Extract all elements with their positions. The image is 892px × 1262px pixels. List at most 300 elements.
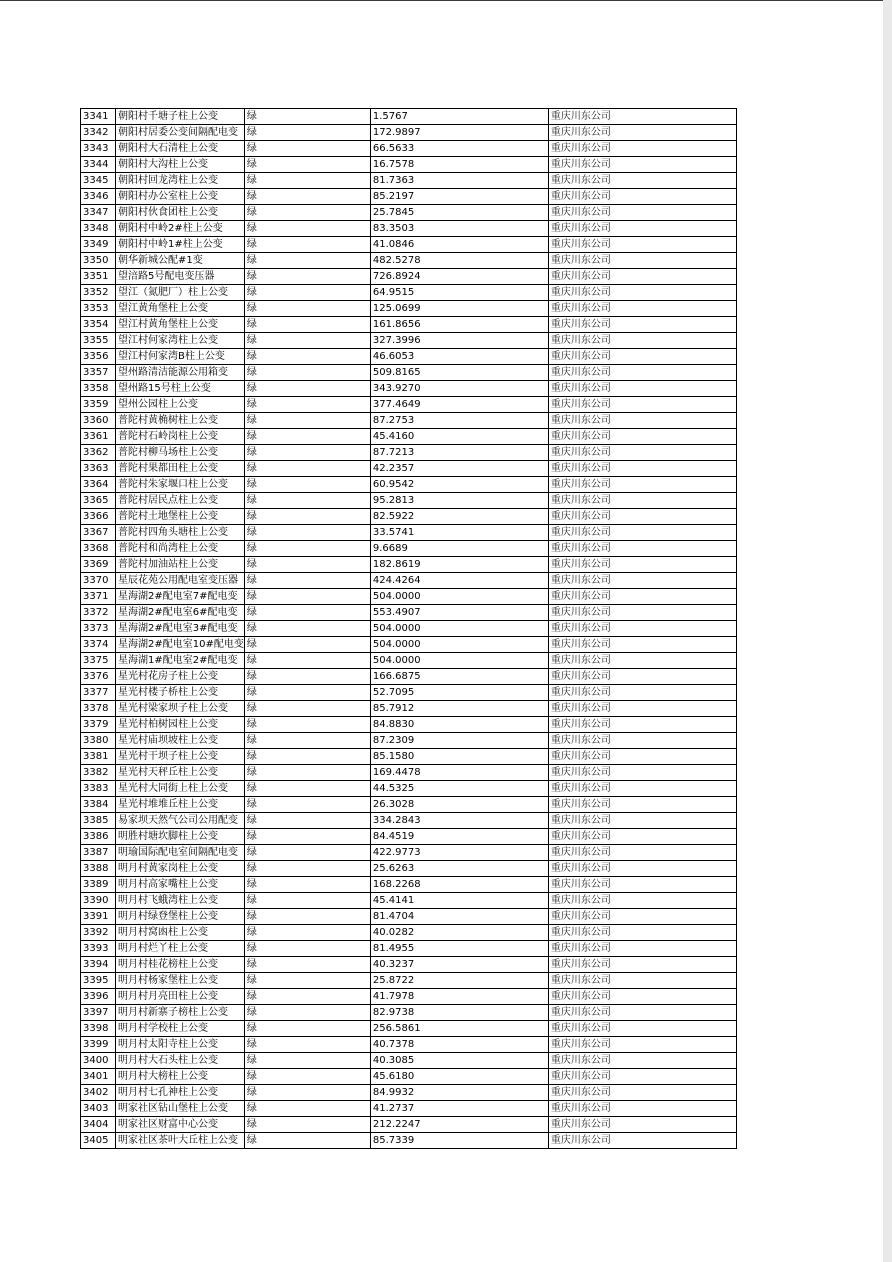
row-number-cell: 3378 [81, 701, 116, 717]
company-cell: 重庆川东公司 [548, 1085, 736, 1101]
table-row [81, 301, 737, 317]
row-number-cell: 3382 [81, 765, 116, 781]
value-cell: 168.2268 [370, 877, 548, 893]
transformer-name-cell: 明月村太阳寺柱上公变 [116, 1037, 245, 1053]
row-number-cell: 3349 [81, 237, 116, 253]
value-cell: 161.8656 [370, 317, 548, 333]
status-cell: 绿 [244, 493, 370, 509]
status-cell: 绿 [244, 221, 370, 237]
status-cell: 绿 [244, 925, 370, 941]
company-cell: 重庆川东公司 [548, 1101, 736, 1117]
row-number-cell: 3384 [81, 797, 116, 813]
row-number-cell: 3345 [81, 173, 116, 189]
status-cell: 绿 [244, 285, 370, 301]
value-cell: 87.2753 [370, 413, 548, 429]
status-cell: 绿 [244, 349, 370, 365]
table-row [81, 1133, 737, 1149]
table-row [81, 941, 737, 957]
value-cell: 26.3028 [370, 797, 548, 813]
row-number-cell: 3400 [81, 1053, 116, 1069]
status-cell: 绿 [244, 637, 370, 653]
row-number-cell: 3389 [81, 877, 116, 893]
row-number-cell: 3381 [81, 749, 116, 765]
table-row [81, 125, 737, 141]
value-cell: 25.7845 [370, 205, 548, 221]
value-cell: 81.4955 [370, 941, 548, 957]
status-cell: 绿 [244, 237, 370, 253]
value-cell: 85.2197 [370, 189, 548, 205]
transformer-name-cell: 普陀村石岭岗柱上公变 [116, 429, 245, 445]
company-cell: 重庆川东公司 [548, 941, 736, 957]
status-cell: 绿 [244, 765, 370, 781]
table-row [81, 909, 737, 925]
transformer-name-cell: 朝阳村居委公变间隔配电变 [116, 125, 245, 141]
row-number-cell: 3362 [81, 445, 116, 461]
table-row [81, 877, 737, 893]
table-row [81, 445, 737, 461]
status-cell: 绿 [244, 845, 370, 861]
transformer-name-cell: 星光村柏树园柱上公变 [116, 717, 245, 733]
transformer-name-cell: 明月村桂花榜柱上公变 [116, 957, 245, 973]
value-cell: 212.2247 [370, 1117, 548, 1133]
transformer-name-cell: 明胜村塘坎脚柱上公变 [116, 829, 245, 845]
table-row [81, 1069, 737, 1085]
company-cell: 重庆川东公司 [548, 397, 736, 413]
row-number-cell: 3373 [81, 621, 116, 637]
status-cell: 绿 [244, 1005, 370, 1021]
company-cell: 重庆川东公司 [548, 525, 736, 541]
value-cell: 182.8619 [370, 557, 548, 573]
value-cell: 95.2813 [370, 493, 548, 509]
status-cell: 绿 [244, 605, 370, 621]
value-cell: 82.9738 [370, 1005, 548, 1021]
value-cell: 64.9515 [370, 285, 548, 301]
value-cell: 553.4907 [370, 605, 548, 621]
company-cell: 重庆川东公司 [548, 573, 736, 589]
table-row [81, 477, 737, 493]
row-number-cell: 3361 [81, 429, 116, 445]
status-cell: 绿 [244, 413, 370, 429]
status-cell: 绿 [244, 333, 370, 349]
transformer-name-cell: 朝阳村大石清柱上公变 [116, 141, 245, 157]
value-cell: 81.4704 [370, 909, 548, 925]
row-number-cell: 3355 [81, 333, 116, 349]
table-row [81, 701, 737, 717]
value-cell: 504.0000 [370, 621, 548, 637]
transformer-name-cell: 星光村楼子桥柱上公变 [116, 685, 245, 701]
status-cell: 绿 [244, 1117, 370, 1133]
transformer-name-cell: 星光村大同街上柱上公变 [116, 781, 245, 797]
transformer-name-cell: 望州公园柱上公变 [116, 397, 245, 413]
status-cell: 绿 [244, 877, 370, 893]
company-cell: 重庆川东公司 [548, 477, 736, 493]
table-row [81, 429, 737, 445]
status-cell: 绿 [244, 1037, 370, 1053]
row-number-cell: 3358 [81, 381, 116, 397]
table-row [81, 1005, 737, 1021]
status-cell: 绿 [244, 781, 370, 797]
status-cell: 绿 [244, 653, 370, 669]
company-cell: 重庆川东公司 [548, 333, 736, 349]
transformer-name-cell: 星海湖2#配电室3#配电变 [116, 621, 245, 637]
value-cell: 9.6689 [370, 541, 548, 557]
company-cell: 重庆川东公司 [548, 653, 736, 669]
transformer-name-cell: 星光村花房子柱上公变 [116, 669, 245, 685]
row-number-cell: 3405 [81, 1133, 116, 1149]
table-row [81, 637, 737, 653]
company-cell: 重庆川东公司 [548, 861, 736, 877]
value-cell: 52.7095 [370, 685, 548, 701]
table-row [81, 557, 737, 573]
status-cell: 绿 [244, 397, 370, 413]
company-cell: 重庆川东公司 [548, 909, 736, 925]
value-cell: 504.0000 [370, 589, 548, 605]
company-cell: 重庆川东公司 [548, 221, 736, 237]
table-row [81, 365, 737, 381]
table-row [81, 1085, 737, 1101]
transformer-name-cell: 普陀村果都田柱上公变 [116, 461, 245, 477]
status-cell: 绿 [244, 749, 370, 765]
company-cell: 重庆川东公司 [548, 813, 736, 829]
status-cell: 绿 [244, 573, 370, 589]
company-cell: 重庆川东公司 [548, 621, 736, 637]
status-cell: 绿 [244, 909, 370, 925]
status-cell: 绿 [244, 477, 370, 493]
transformer-name-cell: 明月村杨家堡柱上公变 [116, 973, 245, 989]
row-number-cell: 3360 [81, 413, 116, 429]
table-row [81, 621, 737, 637]
value-cell: 41.2737 [370, 1101, 548, 1117]
row-number-cell: 3396 [81, 989, 116, 1005]
table-row [81, 157, 737, 173]
table-row [81, 973, 737, 989]
row-number-cell: 3399 [81, 1037, 116, 1053]
row-number-cell: 3402 [81, 1085, 116, 1101]
row-number-cell: 3388 [81, 861, 116, 877]
value-cell: 343.9270 [370, 381, 548, 397]
company-cell: 重庆川东公司 [548, 973, 736, 989]
transformer-name-cell: 明家社区财富中心公变 [116, 1117, 245, 1133]
table-row [81, 845, 737, 861]
table-row [81, 765, 737, 781]
row-number-cell: 3366 [81, 509, 116, 525]
company-cell: 重庆川东公司 [548, 109, 736, 125]
company-cell: 重庆川东公司 [548, 253, 736, 269]
row-number-cell: 3374 [81, 637, 116, 653]
value-cell: 172.9897 [370, 125, 548, 141]
company-cell: 重庆川东公司 [548, 493, 736, 509]
company-cell: 重庆川东公司 [548, 237, 736, 253]
transformer-name-cell: 普陀村四角头塘柱上公变 [116, 525, 245, 541]
value-cell: 85.7912 [370, 701, 548, 717]
transformer-name-cell: 明瑜国际配电室间隔配电变 [116, 845, 245, 861]
status-cell: 绿 [244, 157, 370, 173]
row-number-cell: 3394 [81, 957, 116, 973]
status-cell: 绿 [244, 1085, 370, 1101]
value-cell: 377.4649 [370, 397, 548, 413]
status-cell: 绿 [244, 813, 370, 829]
data-table [80, 108, 737, 1149]
value-cell: 84.8830 [370, 717, 548, 733]
value-cell: 422.9773 [370, 845, 548, 861]
row-number-cell: 3346 [81, 189, 116, 205]
status-cell: 绿 [244, 717, 370, 733]
company-cell: 重庆川东公司 [548, 125, 736, 141]
row-number-cell: 3368 [81, 541, 116, 557]
transformer-name-cell: 朝阳村办公室柱上公变 [116, 189, 245, 205]
transformer-name-cell: 朝华新城公配#1变 [116, 253, 245, 269]
company-cell: 重庆川东公司 [548, 701, 736, 717]
company-cell: 重庆川东公司 [548, 685, 736, 701]
status-cell: 绿 [244, 125, 370, 141]
company-cell: 重庆川东公司 [548, 765, 736, 781]
row-number-cell: 3369 [81, 557, 116, 573]
value-cell: 334.2843 [370, 813, 548, 829]
row-number-cell: 3380 [81, 733, 116, 749]
transformer-name-cell: 朝阳村中岭1#柱上公变 [116, 237, 245, 253]
value-cell: 169.4478 [370, 765, 548, 781]
company-cell: 重庆川东公司 [548, 877, 736, 893]
transformer-name-cell: 朝阳村伙食团柱上公变 [116, 205, 245, 221]
company-cell: 重庆川东公司 [548, 365, 736, 381]
transformer-name-cell: 普陀村居民点柱上公变 [116, 493, 245, 509]
value-cell: 509.8165 [370, 365, 548, 381]
company-cell: 重庆川东公司 [548, 733, 736, 749]
company-cell: 重庆川东公司 [548, 637, 736, 653]
status-cell: 绿 [244, 829, 370, 845]
company-cell: 重庆川东公司 [548, 189, 736, 205]
row-number-cell: 3386 [81, 829, 116, 845]
company-cell: 重庆川东公司 [548, 1133, 736, 1149]
value-cell: 87.7213 [370, 445, 548, 461]
row-number-cell: 3367 [81, 525, 116, 541]
value-cell: 60.9542 [370, 477, 548, 493]
transformer-name-cell: 普陀村加油站柱上公变 [116, 557, 245, 573]
row-number-cell: 3342 [81, 125, 116, 141]
status-cell: 绿 [244, 557, 370, 573]
transformer-name-cell: 星光村干坝子柱上公变 [116, 749, 245, 765]
company-cell: 重庆川东公司 [548, 589, 736, 605]
row-number-cell: 3351 [81, 269, 116, 285]
table-row [81, 893, 737, 909]
transformer-name-cell: 星海湖2#配电室10#配电变 [116, 637, 245, 653]
transformer-name-cell: 明月村七孔神柱上公变 [116, 1085, 245, 1101]
company-cell: 重庆川东公司 [548, 461, 736, 477]
value-cell: 46.6053 [370, 349, 548, 365]
status-cell: 绿 [244, 173, 370, 189]
table-row [81, 413, 737, 429]
row-number-cell: 3401 [81, 1069, 116, 1085]
status-cell: 绿 [244, 381, 370, 397]
value-cell: 87.2309 [370, 733, 548, 749]
value-cell: 82.5922 [370, 509, 548, 525]
company-cell: 重庆川东公司 [548, 429, 736, 445]
table-row [81, 253, 737, 269]
company-cell: 重庆川东公司 [548, 1069, 736, 1085]
company-cell: 重庆川东公司 [548, 445, 736, 461]
transformer-name-cell: 明月村飞蛾湾柱上公变 [116, 893, 245, 909]
status-cell: 绿 [244, 141, 370, 157]
row-number-cell: 3352 [81, 285, 116, 301]
transformer-name-cell: 明月村绿登堡柱上公变 [116, 909, 245, 925]
right-gutter [883, 0, 892, 1262]
table-row [81, 397, 737, 413]
transformer-name-cell: 易家坝天然气公司公用配变 [116, 813, 245, 829]
value-cell: 84.9932 [370, 1085, 548, 1101]
row-number-cell: 3404 [81, 1117, 116, 1133]
transformer-name-cell: 星海湖1#配电室2#配电变 [116, 653, 245, 669]
value-cell: 327.3996 [370, 333, 548, 349]
row-number-cell: 3377 [81, 685, 116, 701]
row-number-cell: 3347 [81, 205, 116, 221]
status-cell: 绿 [244, 941, 370, 957]
row-number-cell: 3390 [81, 893, 116, 909]
company-cell: 重庆川东公司 [548, 605, 736, 621]
status-cell: 绿 [244, 861, 370, 877]
row-number-cell: 3398 [81, 1021, 116, 1037]
value-cell: 83.3503 [370, 221, 548, 237]
table-row [81, 141, 737, 157]
transformer-name-cell: 星光村天秤丘柱上公变 [116, 765, 245, 781]
company-cell: 重庆川东公司 [548, 845, 736, 861]
row-number-cell: 3359 [81, 397, 116, 413]
company-cell: 重庆川东公司 [548, 1005, 736, 1021]
transformer-name-cell: 普陀村柳马场柱上公变 [116, 445, 245, 461]
company-cell: 重庆川东公司 [548, 1053, 736, 1069]
row-number-cell: 3348 [81, 221, 116, 237]
value-cell: 40.3085 [370, 1053, 548, 1069]
row-number-cell: 3364 [81, 477, 116, 493]
company-cell: 重庆川东公司 [548, 541, 736, 557]
table-row [81, 349, 737, 365]
transformer-name-cell: 望江（氮肥厂）柱上公变 [116, 285, 245, 301]
status-cell: 绿 [244, 525, 370, 541]
transformer-name-cell: 明月村窝凼柱上公变 [116, 925, 245, 941]
row-number-cell: 3341 [81, 109, 116, 125]
transformer-name-cell: 望江村黄角堡柱上公变 [116, 317, 245, 333]
transformer-name-cell: 朝阳村回龙湾柱上公变 [116, 173, 245, 189]
value-cell: 1.5767 [370, 109, 548, 125]
status-cell: 绿 [244, 589, 370, 605]
status-cell: 绿 [244, 205, 370, 221]
table-row [81, 237, 737, 253]
table-row [81, 781, 737, 797]
transformer-name-cell: 明月村大石头柱上公变 [116, 1053, 245, 1069]
value-cell: 504.0000 [370, 653, 548, 669]
value-cell: 33.5741 [370, 525, 548, 541]
table-row [81, 189, 737, 205]
company-cell: 重庆川东公司 [548, 797, 736, 813]
table-row [81, 1117, 737, 1133]
value-cell: 45.4160 [370, 429, 548, 445]
table-row [81, 381, 737, 397]
transformer-name-cell: 朝阳村大沟柱上公变 [116, 157, 245, 173]
company-cell: 重庆川东公司 [548, 957, 736, 973]
company-cell: 重庆川东公司 [548, 349, 736, 365]
company-cell: 重庆川东公司 [548, 205, 736, 221]
company-cell: 重庆川东公司 [548, 141, 736, 157]
transformer-name-cell: 星辰花苑公用配电室变压器 [116, 573, 245, 589]
table-row [81, 525, 737, 541]
row-number-cell: 3385 [81, 813, 116, 829]
status-cell: 绿 [244, 445, 370, 461]
value-cell: 84.4519 [370, 829, 548, 845]
status-cell: 绿 [244, 189, 370, 205]
table-row [81, 461, 737, 477]
transformer-name-cell: 普陀村和尚湾柱上公变 [116, 541, 245, 557]
table-row [81, 109, 737, 125]
value-cell: 40.7378 [370, 1037, 548, 1053]
company-cell: 重庆川东公司 [548, 1037, 736, 1053]
status-cell: 绿 [244, 669, 370, 685]
transformer-name-cell: 朝阳村千塘子柱上公变 [116, 109, 245, 125]
transformer-name-cell: 望江黄角堡柱上公变 [116, 301, 245, 317]
value-cell: 44.5325 [370, 781, 548, 797]
row-number-cell: 3383 [81, 781, 116, 797]
value-cell: 85.7339 [370, 1133, 548, 1149]
status-cell: 绿 [244, 109, 370, 125]
transformer-name-cell: 明月村黄家岗柱上公变 [116, 861, 245, 877]
transformer-name-cell: 朝阳村中岭2#柱上公变 [116, 221, 245, 237]
row-number-cell: 3354 [81, 317, 116, 333]
row-number-cell: 3353 [81, 301, 116, 317]
row-number-cell: 3379 [81, 717, 116, 733]
table-row [81, 749, 737, 765]
transformer-name-cell: 望江村何家湾柱上公变 [116, 333, 245, 349]
table-row [81, 653, 737, 669]
table-row [81, 669, 737, 685]
status-cell: 绿 [244, 429, 370, 445]
row-number-cell: 3387 [81, 845, 116, 861]
table-row [81, 221, 737, 237]
table-row [81, 1101, 737, 1117]
row-number-cell: 3363 [81, 461, 116, 477]
value-cell: 166.6875 [370, 669, 548, 685]
transformer-name-cell: 星光村堆堆丘柱上公变 [116, 797, 245, 813]
table-row [81, 1053, 737, 1069]
table-body [81, 109, 737, 1149]
status-cell: 绿 [244, 701, 370, 717]
company-cell: 重庆川东公司 [548, 717, 736, 733]
transformer-name-cell: 明月村新寨子榜柱上公变 [116, 1005, 245, 1021]
company-cell: 重庆川东公司 [548, 269, 736, 285]
transformer-name-cell: 明月村高家嘴柱上公变 [116, 877, 245, 893]
company-cell: 重庆川东公司 [548, 1021, 736, 1037]
status-cell: 绿 [244, 1101, 370, 1117]
table-row [81, 861, 737, 877]
table-row [81, 573, 737, 589]
status-cell: 绿 [244, 1021, 370, 1037]
value-cell: 40.3237 [370, 957, 548, 973]
company-cell: 重庆川东公司 [548, 509, 736, 525]
table-row [81, 733, 737, 749]
status-cell: 绿 [244, 1069, 370, 1085]
row-number-cell: 3392 [81, 925, 116, 941]
transformer-name-cell: 明月村月亮田柱上公变 [116, 989, 245, 1005]
transformer-name-cell: 望涪路5号配电变压器 [116, 269, 245, 285]
row-number-cell: 3391 [81, 909, 116, 925]
status-cell: 绿 [244, 973, 370, 989]
table-row [81, 173, 737, 189]
table-row [81, 829, 737, 845]
status-cell: 绿 [244, 461, 370, 477]
value-cell: 424.4264 [370, 573, 548, 589]
table-row [81, 589, 737, 605]
value-cell: 25.6263 [370, 861, 548, 877]
status-cell: 绿 [244, 1053, 370, 1069]
table-row [81, 1021, 737, 1037]
company-cell: 重庆川东公司 [548, 173, 736, 189]
